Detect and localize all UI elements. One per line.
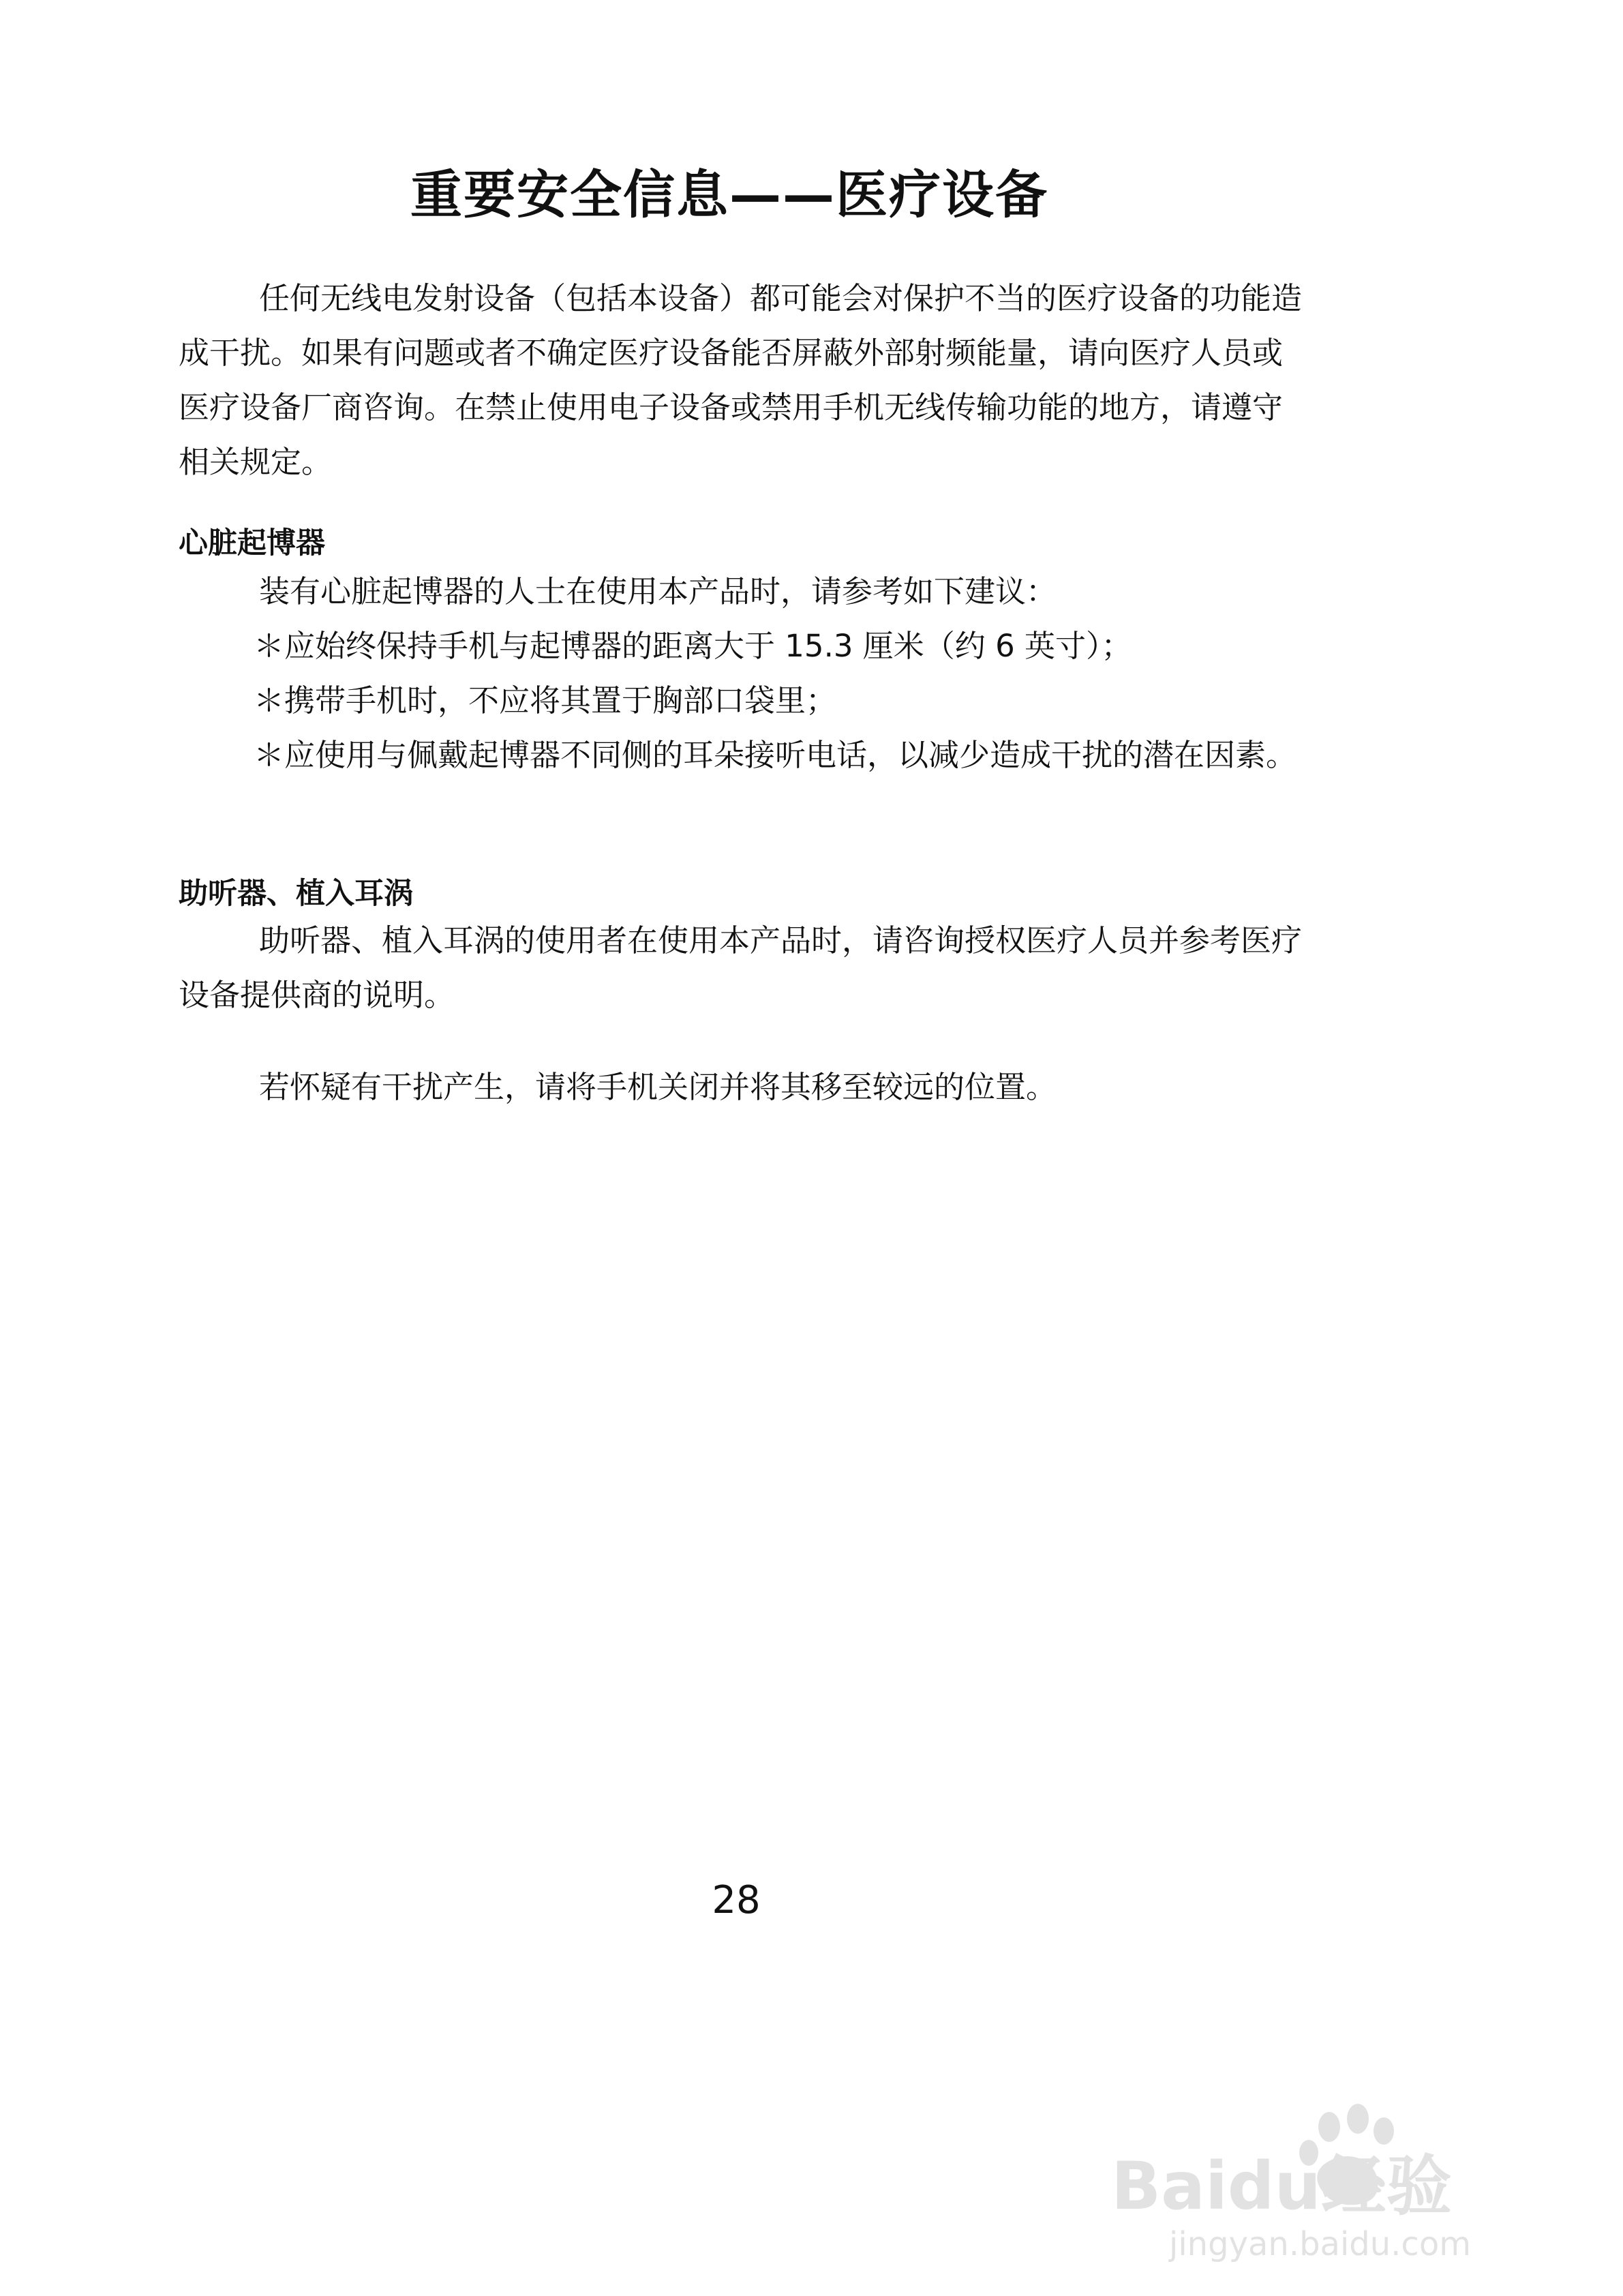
hearing-aid-paragraph: 助听器、植入耳涡的使用者在使用本产品时，请咨询授权医疗人员并参考医疗设备提供商的说明。 (179, 922, 1303, 1013)
svg-text:Baidu经验: Baidu经验 (1111, 2148, 1452, 2224)
pacemaker-bullet-3: ＊应使用与佩戴起博器不同侧的耳朵接听电话，以减少造成干扰的潜在因素。 (254, 737, 1297, 773)
svg-text:jingyan.baidu.com: jingyan.baidu.com (1169, 2225, 1471, 2263)
baidu-paw-icon (1104, 2100, 1581, 2270)
baidu-watermark (1104, 2100, 1581, 2270)
pacemaker-bullet-2: ＊携带手机时，不应将其置于胸部口袋里； (254, 682, 837, 719)
hearing-aid-heading: 助听器、植入耳涡 (179, 877, 413, 911)
pacemaker-bullet-1: ＊应始终保持手机与起博器的距离大于 15.3 厘米（约 6 英寸）； (254, 628, 1132, 664)
page-title: 重要安全信息——医疗设备 (410, 164, 1048, 225)
intro-paragraph: 任何无线电发射设备（包括本设备）都可能会对保护不当的医疗设备的功能造成干扰。如果有问题或者不确定医疗设备能否屏蔽外部射频能量，请向医疗人员或医疗设备厂商咨询。在禁止使用电子设备或禁用手机无线传输功能的地方，请遵守相关规定。 (179, 280, 1303, 480)
page-number: 28 (712, 1878, 761, 1922)
closing-paragraph: 若怀疑有干扰产生，请将手机关闭并将其移至较远的位置。 (259, 1069, 1057, 1105)
pacemaker-intro: 装有心脏起博器的人士在使用本产品时，请参考如下建议： (259, 573, 1057, 609)
pacemaker-heading: 心脏起博器 (179, 526, 325, 560)
